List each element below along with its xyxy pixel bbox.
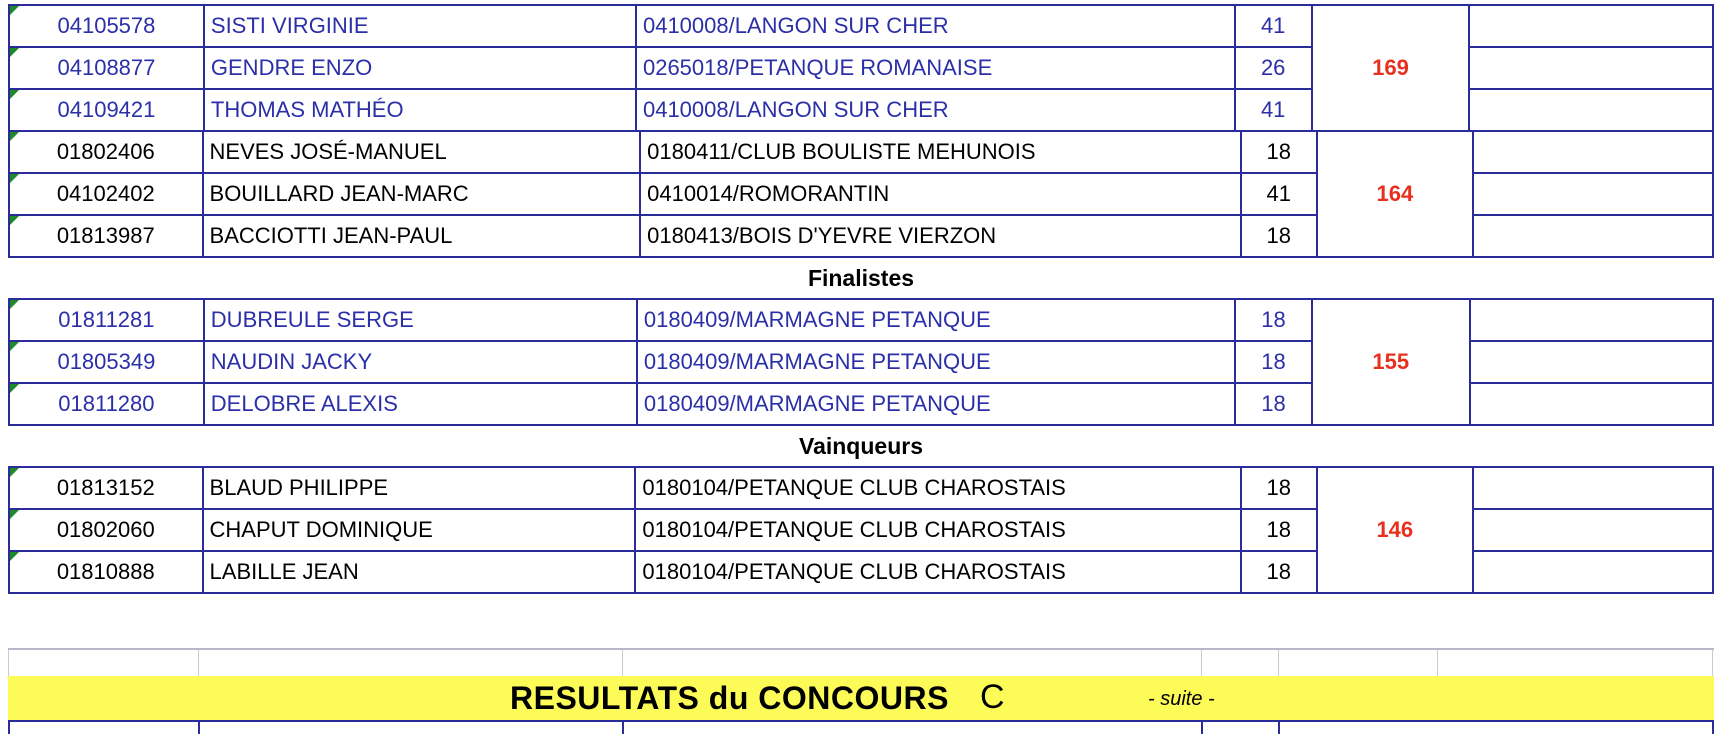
license-cell: 04109421 [9, 89, 204, 131]
department-cell: 41 [1241, 173, 1317, 215]
results-banner [8, 676, 1714, 720]
empty-cell [1473, 215, 1713, 257]
team-score-cell: 146 [1317, 467, 1473, 593]
club-cell: 0180409/MARMAGNE PETANQUE [637, 383, 1235, 425]
department-cell: 18 [1241, 509, 1317, 551]
department-cell: 18 [1241, 215, 1317, 257]
empty-cell [1473, 173, 1713, 215]
player-name-cell: BLAUD PHILIPPE [203, 467, 636, 509]
club-cell: 0180104/PETANQUE CLUB CHAROSTAIS [635, 467, 1240, 509]
player-name-cell: GENDRE ENZO [204, 47, 636, 89]
player-name-cell: CHAPUT DOMINIQUE [203, 509, 636, 551]
empty-cell [1473, 551, 1713, 593]
empty-cell [1469, 47, 1713, 89]
license-cell: 04108877 [9, 47, 204, 89]
license-cell: 01811281 [9, 299, 204, 341]
license-cell: 04102402 [9, 173, 203, 215]
license-cell: 01811280 [9, 383, 204, 425]
winners-heading: Vainqueurs [8, 424, 1714, 468]
winner-team-table [8, 466, 1714, 594]
license-cell: 04105578 [9, 5, 204, 47]
license-cell: 01810888 [9, 551, 203, 593]
player-name-cell: BACCIOTTI JEAN-PAUL [203, 215, 641, 257]
license-cell: 01802406 [9, 131, 203, 173]
license-cell: 01805349 [9, 341, 204, 383]
license-cell: 01813987 [9, 215, 203, 257]
empty-cell [1470, 383, 1713, 425]
club-cell: 0180409/MARMAGNE PETANQUE [637, 341, 1235, 383]
player-name-cell: LABILLE JEAN [203, 551, 636, 593]
club-cell: 0180413/BOIS D'YEVRE VIERZON [640, 215, 1240, 257]
club-cell: 0265018/PETANQUE ROMANAISE [636, 47, 1235, 89]
empty-cell [1473, 131, 1713, 173]
club-cell: 0180409/MARMAGNE PETANQUE [637, 299, 1235, 341]
empty-cell [1470, 341, 1713, 383]
department-cell: 18 [1241, 551, 1317, 593]
empty-cell [1469, 89, 1713, 131]
player-name-cell: NEVES JOSÉ-MANUEL [203, 131, 641, 173]
department-cell: 18 [1235, 299, 1312, 341]
team-score-cell: 155 [1312, 299, 1469, 425]
empty-cell [1473, 467, 1713, 509]
club-cell: 0180411/CLUB BOULISTE MEHUNOIS [640, 131, 1240, 173]
banner-title: RESULTATS du CONCOURS [510, 680, 949, 716]
banner-suite: - suite - [1148, 688, 1215, 710]
finalists-heading: Finalistes [8, 256, 1714, 300]
empty-cell [1470, 299, 1713, 341]
finalist-team-table [8, 298, 1714, 426]
team-table-2 [8, 130, 1714, 258]
department-cell: 18 [1235, 341, 1312, 383]
player-row [9, 5, 1713, 47]
player-row [9, 299, 1713, 341]
empty-cell [1469, 5, 1713, 47]
department-cell: 41 [1235, 5, 1312, 47]
license-cell: 01813152 [9, 467, 203, 509]
club-cell: 0180104/PETANQUE CLUB CHAROSTAIS [635, 509, 1240, 551]
empty-cell [1473, 509, 1713, 551]
team-score-cell: 164 [1317, 131, 1473, 257]
club-cell: 0410008/LANGON SUR CHER [636, 89, 1235, 131]
empty-spacer-row [8, 648, 1714, 678]
department-cell: 18 [1235, 383, 1312, 425]
team-score-cell: 169 [1312, 5, 1470, 131]
player-name-cell: DELOBRE ALEXIS [204, 383, 637, 425]
club-cell: 0410014/ROMORANTIN [640, 173, 1240, 215]
player-row [9, 131, 1713, 173]
player-name-cell: THOMAS MATHÉO [204, 89, 636, 131]
player-name-cell: DUBREULE SERGE [204, 299, 637, 341]
license-cell: 01802060 [9, 509, 203, 551]
club-cell: 0180104/PETANQUE CLUB CHAROSTAIS [635, 551, 1240, 593]
banner-letter: C [980, 678, 1005, 716]
team-table-1 [8, 4, 1714, 132]
player-name-cell: NAUDIN JACKY [204, 341, 637, 383]
player-name-cell: SISTI VIRGINIE [204, 5, 636, 47]
department-cell: 26 [1235, 47, 1312, 89]
club-cell: 0410008/LANGON SUR CHER [636, 5, 1235, 47]
player-name-cell: BOUILLARD JEAN-MARC [203, 173, 641, 215]
department-cell: 18 [1241, 467, 1317, 509]
player-row [9, 467, 1713, 509]
department-cell: 18 [1241, 131, 1317, 173]
department-cell: 41 [1235, 89, 1312, 131]
